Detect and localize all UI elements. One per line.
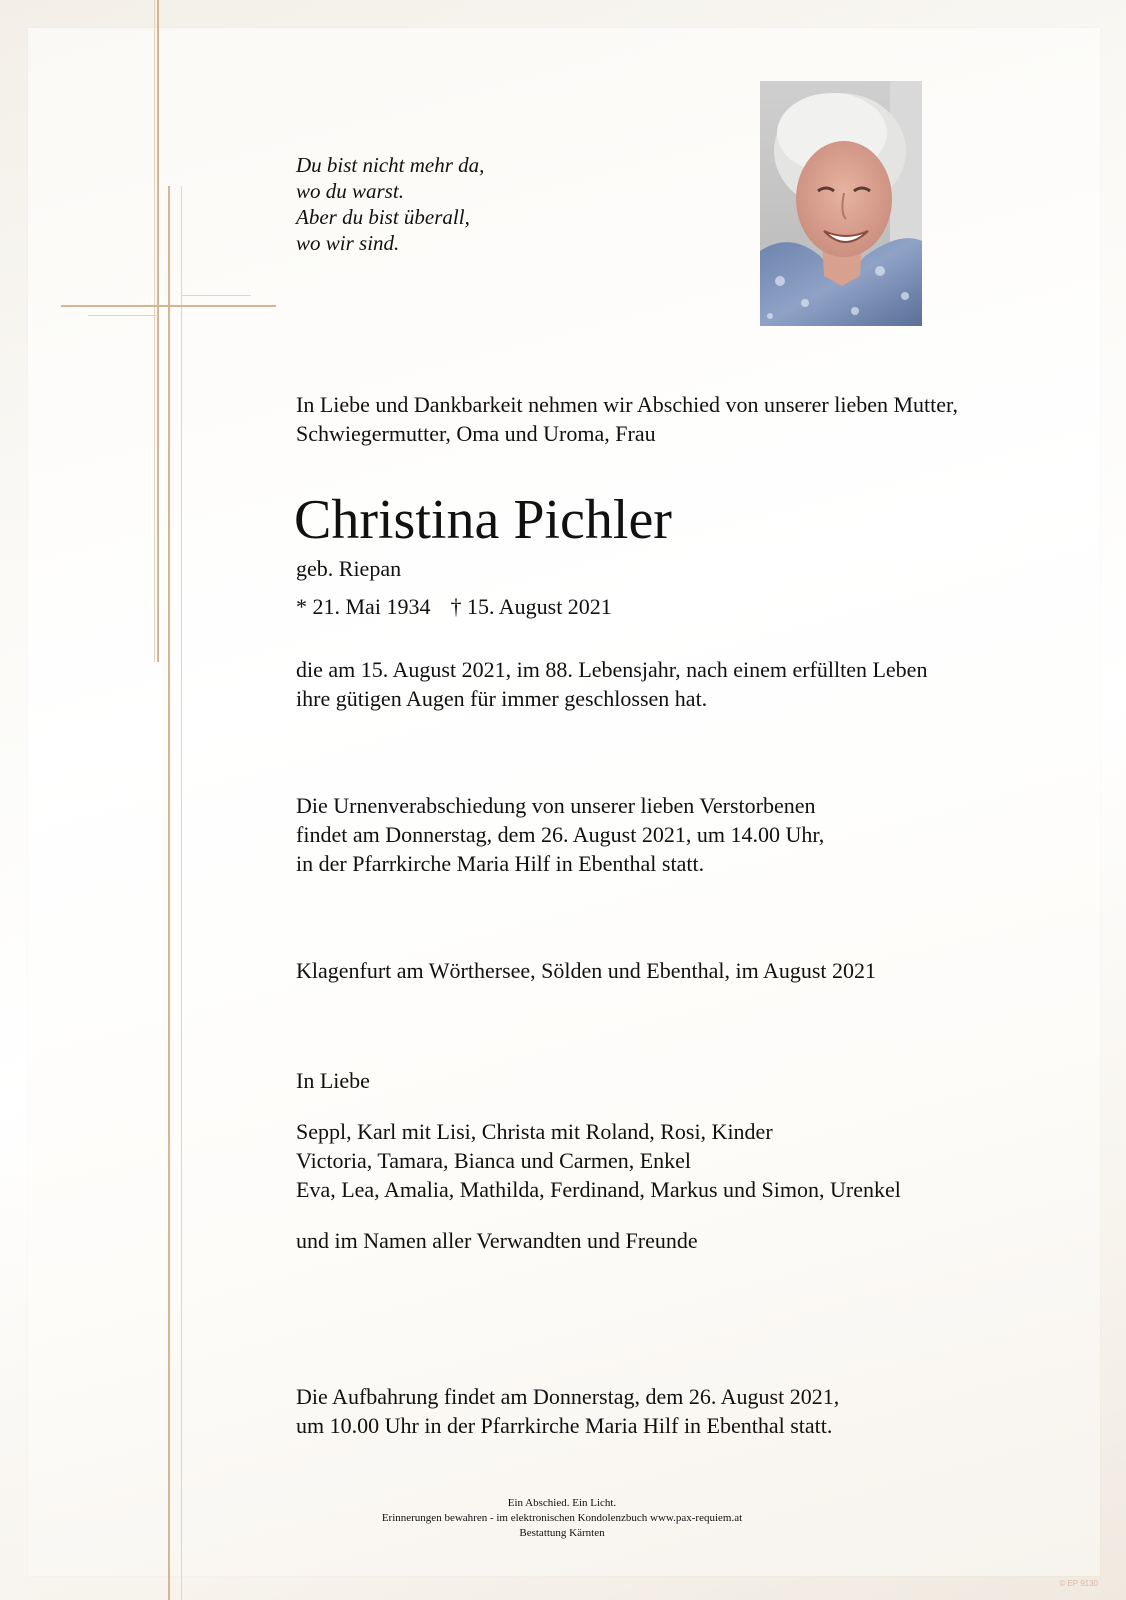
ceremony-text [296, 791, 824, 878]
intro-line: Schwiegermutter, Oma und Uroma, Frau [296, 421, 656, 446]
viewing-line: um 10.00 Uhr in der Pfarrkirche Maria Hilf in Ebenthal statt. [296, 1413, 833, 1438]
passing-text [296, 655, 927, 713]
poem-line: Du bist nicht mehr da, [296, 153, 485, 177]
relatives-text: und im Namen aller Verwandten und Freunde [296, 1228, 698, 1253]
footer-line: Ein Abschied. Ein Licht. [507, 1497, 617, 1509]
intro-text [296, 390, 958, 448]
intro-line: In Liebe und Dankbarkeit nehmen wir Abschied von unserer lieben Mutter, [296, 392, 958, 417]
place-date: Klagenfurt am Wörthersee, Sölden und Ebenthal, im August 2021 [296, 958, 877, 983]
maiden-name: geb. Riepan [296, 556, 402, 581]
corner-mark: © EP 9130 [1059, 1579, 1098, 1588]
poem [296, 152, 484, 256]
family-line: Victoria, Tamara, Bianca und Carmen, Enkel [296, 1148, 692, 1173]
poem-line: Aber du bist überall, [296, 205, 470, 229]
in-love: In Liebe [296, 1068, 370, 1093]
ceremony-line: in der Pfarrkirche Maria Hilf in Ebenthal statt. [296, 851, 705, 876]
passing-line: die am 15. August 2021, im 88. Lebensjahr, nach einem erfüllten Leben [296, 657, 928, 682]
deceased-name: Christina Pichler [294, 489, 672, 551]
footer [296, 1496, 828, 1541]
viewing-text [296, 1382, 839, 1440]
footer-line: Erinnerungen bewahren - im elektronischen Kondolenzbuch www.pax-requiem.at [381, 1512, 743, 1524]
viewing-line: Die Aufbahrung findet am Donnerstag, dem 26. August 2021, [296, 1384, 840, 1409]
birth-date: * 21. Mai 1934 [296, 594, 431, 619]
life-dates [296, 592, 612, 621]
poem-line: wo wir sind. [296, 231, 400, 255]
ceremony-line: Die Urnenverabschiedung von unserer lieben Verstorbenen [296, 793, 816, 818]
poem-line: wo du warst. [296, 179, 404, 203]
footer-line: Bestattung Kärnten [519, 1527, 605, 1539]
family-list [296, 1117, 901, 1204]
family-line: Seppl, Karl mit Lisi, Christa mit Roland, Rosi, Kinder [296, 1119, 773, 1144]
family-line: Eva, Lea, Amalia, Mathilda, Ferdinand, Markus und Simon, Urenkel [296, 1177, 901, 1202]
ceremony-line: findet am Donnerstag, dem 26. August 2021, um 14.00 Uhr, [296, 822, 825, 847]
death-date: † 15. August 2021 [450, 594, 612, 619]
passing-line: ihre gütigen Augen für immer geschlossen hat. [296, 686, 708, 711]
portrait-photo [760, 81, 922, 326]
